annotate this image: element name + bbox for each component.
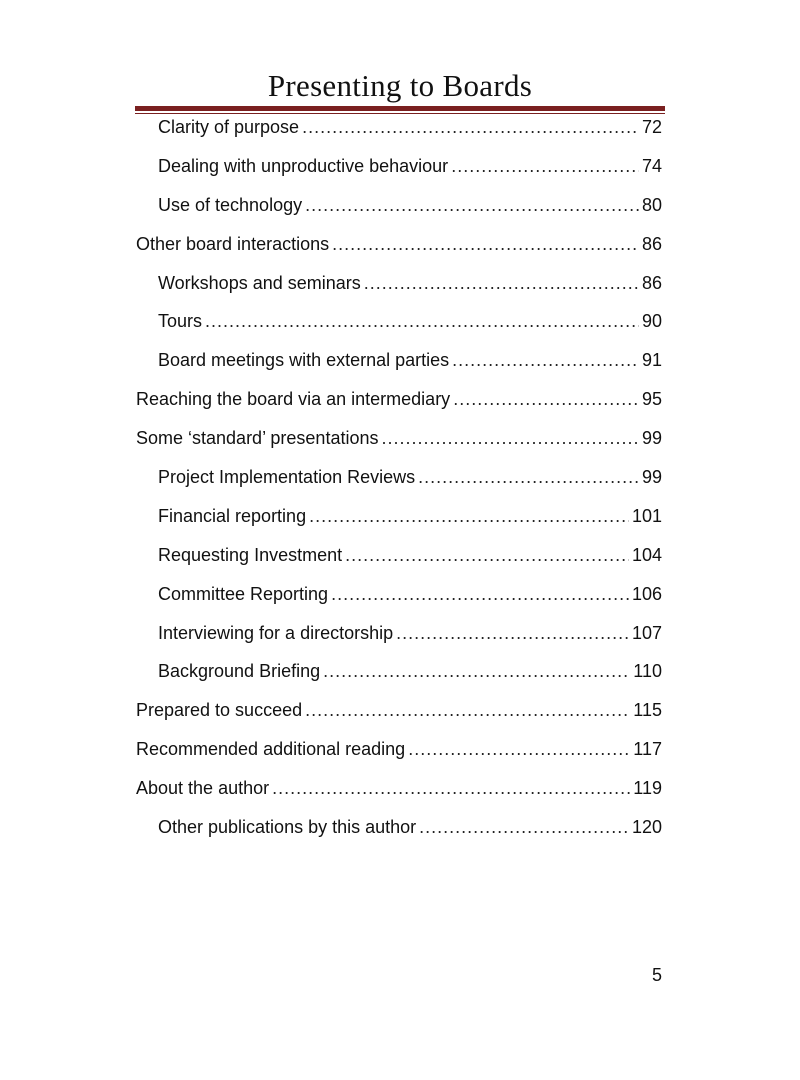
toc-entry-title: About the author [136, 778, 270, 799]
toc-entry-page-number: 117 [633, 739, 662, 760]
toc-entry-page-number: 115 [633, 700, 662, 721]
toc-entry-title: Requesting Investment [158, 544, 343, 565]
toc-entry-title: Reaching the board via an intermediary [136, 389, 451, 410]
toc-dot-leader [302, 112, 639, 142]
toc-entry-page-number: 107 [631, 622, 662, 643]
table-of-contents [136, 112, 662, 851]
toc-entry-title: Interviewing for a directorship [158, 622, 394, 643]
toc-entry-title: Committee Reporting [158, 583, 329, 604]
toc-entry-title: Board meetings with external parties [158, 350, 450, 371]
toc-dot-leader [364, 268, 639, 298]
toc-dot-leader [331, 579, 629, 609]
toc-entry[interactable] [136, 229, 662, 268]
toc-entry[interactable] [136, 268, 662, 307]
toc-entry-title: Some ‘standard’ presentations [136, 428, 379, 449]
toc-entry-title: Clarity of purpose [158, 117, 300, 137]
toc-entry-title: Financial reporting [158, 505, 307, 526]
toc-entry-title: Background Briefing [158, 661, 321, 682]
toc-entry-page-number: 80 [641, 194, 662, 215]
toc-entry-page-number: 119 [633, 778, 662, 799]
toc-dot-leader [309, 501, 629, 531]
toc-dot-leader [305, 695, 630, 725]
toc-entry[interactable] [136, 579, 662, 618]
toc-dot-leader [453, 384, 639, 414]
toc-dot-leader [205, 306, 639, 336]
toc-entry-page-number: 95 [641, 389, 662, 410]
toc-entry[interactable] [136, 734, 662, 773]
toc-entry[interactable] [136, 618, 662, 657]
toc-dot-leader [345, 540, 629, 570]
toc-dot-leader [323, 656, 630, 686]
toc-entry-title: Project Implementation Reviews [158, 467, 416, 488]
toc-entry-page-number: 104 [631, 544, 662, 565]
toc-entry-page-number: 86 [641, 272, 662, 293]
toc-entry-page-number: 91 [641, 350, 662, 371]
toc-entry-title: Workshops and seminars [158, 272, 361, 293]
toc-entry-title: Other publications by this author [158, 817, 417, 838]
toc-entry[interactable] [136, 423, 662, 462]
toc-dot-leader [272, 773, 630, 803]
running-header-title: Presenting to Boards [267, 68, 533, 103]
toc-entry[interactable] [136, 695, 662, 734]
toc-entry-page-number: 99 [641, 467, 662, 488]
toc-entry-title: Recommended additional reading [136, 739, 406, 760]
toc-entry-page-number: 86 [641, 233, 662, 254]
toc-dot-leader [452, 345, 639, 375]
toc-dot-leader [381, 423, 638, 453]
toc-dot-leader [408, 734, 630, 764]
page-number: 5 [651, 965, 662, 985]
toc-entry[interactable] [136, 190, 662, 229]
toc-entry-page-number: 74 [641, 155, 662, 176]
toc-entry[interactable] [136, 112, 662, 151]
toc-entry[interactable] [136, 656, 662, 695]
toc-entry-page-number: 90 [641, 311, 662, 332]
toc-entry-title: Dealing with unproductive behaviour [158, 155, 449, 176]
toc-entry-title: Tours [158, 311, 203, 332]
toc-entry[interactable] [136, 306, 662, 345]
toc-dot-leader [396, 618, 629, 648]
toc-entry-page-number: 99 [641, 428, 662, 449]
toc-entry[interactable] [136, 540, 662, 579]
toc-entry[interactable] [136, 151, 662, 190]
toc-dot-leader [418, 462, 639, 492]
toc-entry-page-number: 106 [631, 583, 662, 604]
toc-entry[interactable] [136, 462, 662, 501]
toc-entry[interactable] [136, 812, 662, 851]
toc-dot-leader [419, 812, 629, 842]
toc-entry-title: Other board interactions [136, 233, 330, 254]
toc-entry-title: Use of technology [158, 194, 303, 215]
toc-entry[interactable] [136, 384, 662, 423]
toc-entry-title: Prepared to succeed [136, 700, 303, 721]
toc-entry[interactable] [136, 345, 662, 384]
toc-dot-leader [332, 229, 639, 259]
toc-entry[interactable] [136, 773, 662, 812]
toc-entry-page-number: 110 [633, 661, 662, 682]
toc-entry-page-number: 72 [641, 117, 662, 137]
toc-entry[interactable] [136, 501, 662, 540]
toc-dot-leader [451, 151, 639, 181]
toc-entry-page-number: 120 [631, 817, 662, 838]
toc-dot-leader [305, 190, 639, 220]
toc-entry-page-number: 101 [631, 505, 662, 526]
header-rule-thick-line [135, 106, 665, 111]
